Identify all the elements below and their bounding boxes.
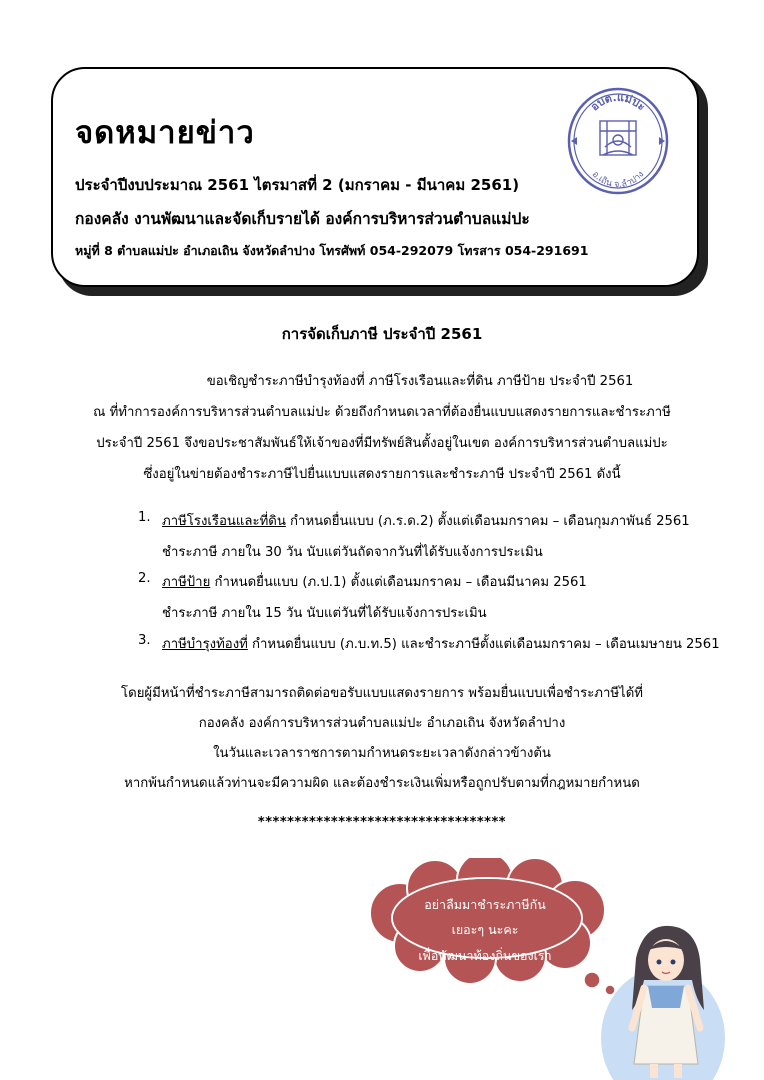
tax-detail: กำหนดยื่นแบบ (ภ.บ.ท.5) และชำระภาษีตั้งแต่เดือนมกราคม – เดือนเมษายน 2561 <box>247 637 720 652</box>
intro-line: ณ ที่ทำการองค์การบริหารส่วนตำบลแม่ปะ ด้วยถึงกำหนดเวลาที่ต้องยื่นแบบแสดงรายการและชำระภาษี <box>93 405 671 420</box>
tax-name: ภาษีโรงเรือนและที่ดิน <box>162 514 286 529</box>
thought-bubble <box>360 858 610 968</box>
bubble-line: อย่าลืมมาชำระภาษีกัน <box>424 897 546 912</box>
list-item <box>162 571 587 592</box>
closing-line: ในวันและเวลาราชการตามกำหนดระยะเวลาดังกล่าวข้างต้น <box>213 746 551 761</box>
fiscal-year-line: ประจำปีงบประมาณ 2561 ไตรมาสที่ 2 (มกราคม - มีนาคม 2561) <box>75 176 520 194</box>
intro-line: ซึ่งอยู่ในข่ายต้องชำระภาษีไปยื่นแบบแสดงรายการและชำระภาษี ประจำปี 2561 ดังนี้ <box>143 467 621 482</box>
list-item-sub: ชำระภาษี ภายใน 15 วัน นับแต่วันที่ได้รับแจ้งการประเมิน <box>162 606 487 621</box>
closing-line: หากพ้นกำหนดแล้วท่านจะมีความผิด และต้องชำระเงินเพิ่มหรือถูกปรับตามที่กฎหมายกำหนด <box>124 776 640 791</box>
tax-name: ภาษีป้าย <box>162 575 211 590</box>
intro-line: ประจำปี 2561 จึงขอประชาสัมพันธ์ให้เจ้าของที่มีทรัพย์สินตั้งอยู่ในเขต องค์การบริหารส่วนตำบลแม่ปะ <box>96 436 668 451</box>
list-number: 3. <box>138 633 151 648</box>
list-number: 1. <box>138 510 151 525</box>
bubble-line: เพื่อพัฒนาท้องถิ่นของเรา <box>418 948 552 963</box>
list-number: 2. <box>138 571 151 586</box>
contact-line: หมู่ที่ 8 ตำบลแม่ปะ อำเภอเถิน จังหวัดลำปาง โทรศัพท์ 054-292079 โทรสาร 054-291691 <box>75 243 589 258</box>
girl-illustration <box>588 918 728 1080</box>
seal-bottom-text: อ.เถิน จ.ลำปาง <box>589 169 647 191</box>
newsletter-title: จดหมายข่าว <box>75 115 255 151</box>
closing-line: โดยผู้มีหน้าที่ชำระภาษีสามารถติดต่อขอรับแบบแสดงรายการ พร้อมยื่นแบบเพื่อชำระภาษีได้ที่ <box>121 686 643 701</box>
intro-line: ขอเชิญชำระภาษีบำรุงท้องที่ ภาษีโรงเรือนและที่ดิน ภาษีป้าย ประจำปี 2561 <box>206 374 634 389</box>
bubble-line: เยอะๆ นะคะ <box>451 922 519 937</box>
list-item-sub: ชำระภาษี ภายใน 30 วัน นับแต่วันถัดจากวันที่ได้รับแจ้งการประเมิน <box>162 545 543 560</box>
section-title: การจัดเก็บภาษี ประจำปี 2561 <box>281 325 483 343</box>
seal-top-text: อบต.แม่ปะ <box>588 90 648 114</box>
star-divider: ********************************** <box>257 815 507 830</box>
tax-detail: กำหนดยื่นแบบ (ภ.ป.1) ตั้งแต่เดือนมกราคม – เดือนมีนาคม 2561 <box>210 575 587 590</box>
list-item <box>162 510 690 531</box>
department-line: กองคลัง งานพัฒนาและจัดเก็บรายได้ องค์การบริหารส่วนตำบลแม่ปะ <box>75 210 530 228</box>
list-item <box>162 633 720 654</box>
svg-text:อ.เถิน จ.ลำปาง <box>590 170 647 190</box>
tax-detail: กำหนดยื่นแบบ (ภ.ร.ด.2) ตั้งแต่เดือนมกราคม – เดือนกุมภาพันธ์ 2561 <box>285 514 690 529</box>
header-card <box>51 67 699 287</box>
closing-line: กองคลัง องค์การบริหารส่วนตำบลแม่ปะ อำเภอเถิน จังหวัดลำปาง <box>198 716 566 731</box>
organization-seal-logo <box>567 87 669 195</box>
tax-name: ภาษีบำรุงท้องที่ <box>162 637 248 652</box>
